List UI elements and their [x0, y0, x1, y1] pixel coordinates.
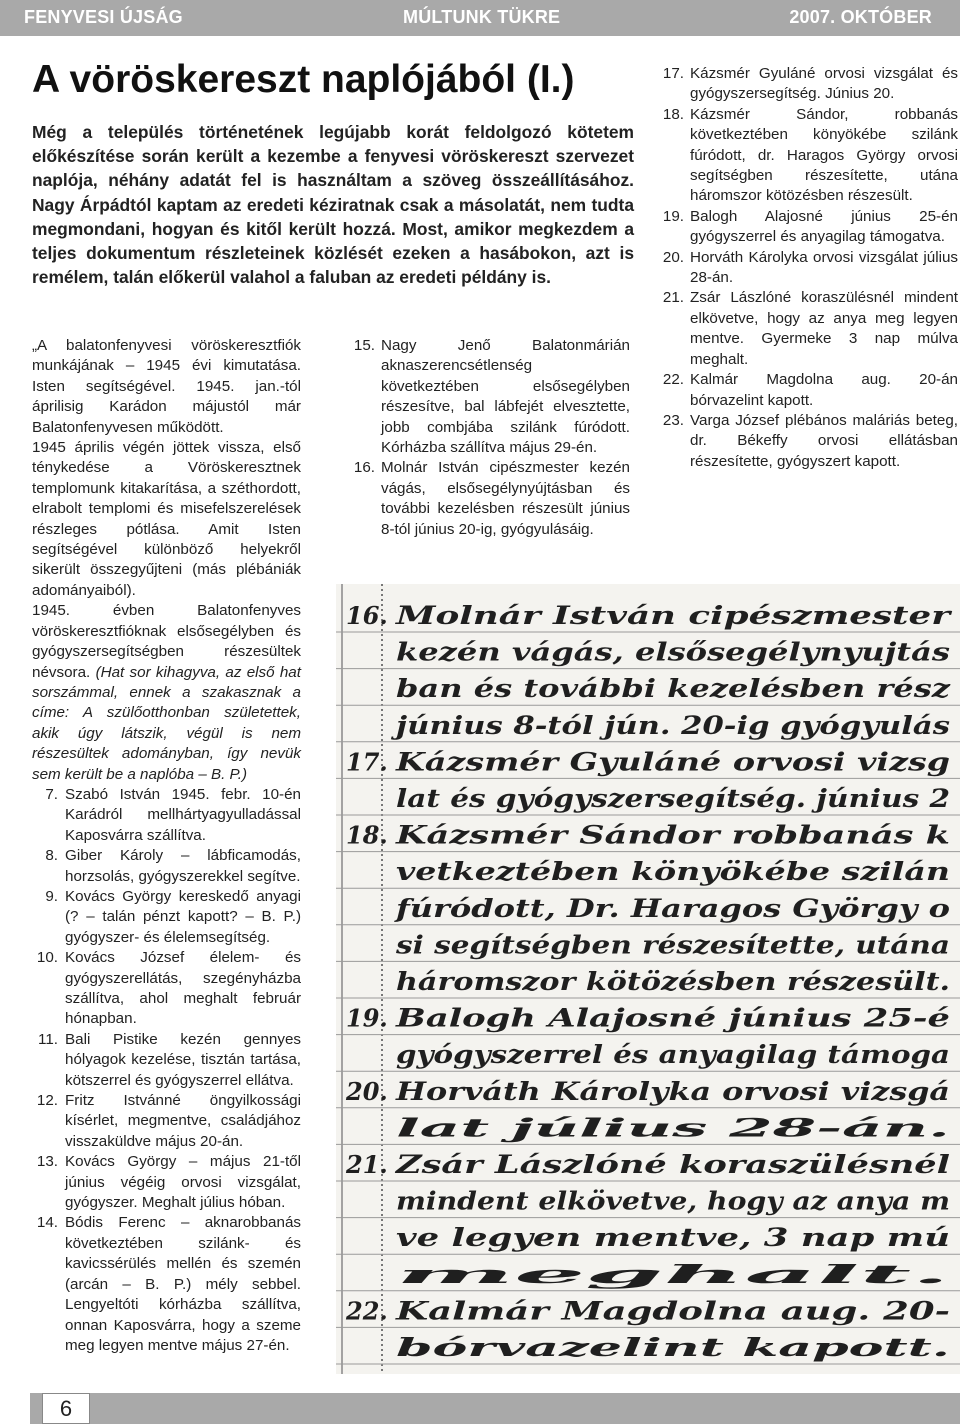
- list-item: [32, 846, 301, 887]
- list-item: [660, 370, 958, 411]
- manuscript-svg: [336, 584, 960, 1374]
- list-item-text: Kázsmér Sándor, robbanás következtében könyökébe szilánk fúródott, dr. Haragos György orvosi segítségben részesítette, utána háromszor kötözésben részesült.: [690, 105, 958, 205]
- list-item-number: 7.: [45, 785, 58, 803]
- manuscript-line-text: si segítségben részesítette, utána: [394, 930, 950, 960]
- list-item-number: 18.: [662, 105, 684, 123]
- list-item: [32, 1091, 301, 1152]
- list-item: [660, 411, 958, 472]
- list-item-number: 15.: [353, 337, 375, 354]
- manuscript-line-number: 20.: [346, 1076, 388, 1106]
- entry-list-col3: [660, 64, 958, 472]
- manuscript-line-text: háromszor kötözésben részesült.: [396, 967, 950, 996]
- manuscript-line-text: lat és gyógyszersegítség. június 2: [396, 784, 950, 813]
- manuscript-line-text: fúródott, Dr. Haragos György o: [393, 893, 951, 923]
- list-item-text: Molnár István cipészmester kezén vágás, elsősegélynyújtásban és további kezelésben részesült június 8-tól június 20-ig, gyógyulásáig.: [381, 459, 630, 538]
- list-item-number: 8.: [45, 847, 58, 865]
- editor-note: (Hat sor kihagyva, az első hat sorszámmal, ennek a szakasznak a címe: A szülőotthonban születettek, akik úgy látszik, végül is nem részesültek adományban, így nevük sem került be a naplóba – B. P.): [32, 663, 301, 783]
- list-item-text: Nagy Jenő Balatonmárián aknaszerencsétlenség következtében elsősegélyben részesítve, bal lábfejét elvesztette, jobb combjába szilánk fúródott. Kórházba szállítva május 29-én.: [381, 337, 630, 457]
- manuscript-line-text: Molnár István cipészmester: [394, 601, 953, 630]
- manuscript-line-text: gyógyszerrel és anyagilag támoga: [396, 1040, 950, 1070]
- manuscript-line-text: június 8-tól jún. 20-ig gyógyulás: [389, 710, 950, 740]
- manuscript-line-text: lat július 28-án.: [396, 1113, 950, 1143]
- list-item-number: 19.: [662, 207, 684, 225]
- history-paragraph: 1945 április végén jöttek vissza, első ténykedése a Vöröskeresztnek templomunk kitakarítása, a széthordott, elrabolt templomi és misefelszerelések részleges pótlása. Amit Isten segítségével különböző helyekről sikerült összegyűjteni (más plébániák adományaiból).: [32, 439, 301, 599]
- intro-text: [32, 336, 301, 785]
- manuscript-line-text: ban és további kezelésben rész: [396, 674, 952, 704]
- manuscript-line-text: Kázsmér Gyuláné orvosi vizsg: [394, 747, 950, 777]
- list-item-text: Varga József plébános maláriás beteg, dr. Békeffy orvosi ellátásban részesítette, gyógyszert kapott.: [690, 411, 958, 470]
- column-2: [345, 336, 630, 540]
- manuscript-line-text: kezén vágás, elsősegélynyujtás: [396, 637, 950, 667]
- list-item-number: 17.: [662, 65, 684, 82]
- list-item-number: 14.: [36, 1214, 58, 1232]
- list-item-text: Bódis Ferenc – aknarobbanás következtében szilánk- és kavicssérülés mellén és szemén (arcán – B. P.) mély sebbel. Lengyeltóti kórházba szállítva, onnan Kaposvárra, hogy a szeme meg legyen mentve május 27-én.: [65, 1214, 301, 1354]
- manuscript-line-text: Kalmár Magdolna aug. 20-: [394, 1296, 950, 1326]
- list-item: [32, 1030, 301, 1091]
- list-item-number: 23.: [662, 411, 684, 429]
- list-item-number: 13.: [36, 1153, 58, 1171]
- list-item-number: 20.: [662, 248, 684, 266]
- manuscript-photo: [336, 584, 960, 1374]
- manuscript-line-text: Zsár Lászlóné koraszülésnél: [394, 1150, 950, 1179]
- manuscript-line-text: vetkeztében könyökébe szilán: [396, 857, 950, 887]
- list-item-number: 9.: [45, 887, 58, 905]
- header-section: MÚLTUNK TÜKRE: [403, 7, 561, 27]
- entry-list-col1: [32, 785, 301, 1356]
- entry-list-col2: [345, 336, 630, 540]
- manuscript-line-number: 17.: [346, 747, 388, 777]
- list-intro-paragraph: 1945. évben Balatonfenyves vöröskeresztfióknak elsősegélyben és gyógyszersegítségben részesültek névsora. (Hat sor kihagyva, az első hat sorszámmal, ennek a szakasznak a címe: A szülőotthonban születettek, akik úgy látszik, végül is nem részesültek adományban, így nevük sem került be a naplóba – B. P.): [32, 602, 301, 783]
- quote-paragraph: „A balatonfenyvesi vöröskeresztfiók munkájának – 1945 évi kimutatása. Isten segítségével. 1945. jan.-tól áprilisig Karádon májustól már Balatonfenyvesen működött.: [32, 337, 301, 436]
- list-item-text: Bali Pistike kezén gennyes hólyagok kezelése, tisztán tartása, kötszerrel és gyógyszerrel ellátva.: [65, 1030, 301, 1089]
- header-date: 2007. OKTÓBER: [789, 7, 932, 27]
- list-item-text: Kalmár Magdolna aug. 20-án bórvazelint kapott.: [690, 371, 958, 409]
- header-publication: FENYVESI ÚJSÁG: [24, 7, 183, 27]
- list-item-text: Giber Károly – lábficamodás, horzsolás, gyógyszerekkel segítve.: [65, 847, 301, 885]
- list-item: [345, 336, 630, 458]
- list-item-number: 16.: [353, 459, 375, 477]
- list-item-number: 21.: [662, 289, 684, 307]
- list-item: [32, 887, 301, 948]
- manuscript-line-text: meghalt.: [396, 1259, 950, 1289]
- list-item: [32, 948, 301, 1030]
- page-number: 6: [42, 1393, 90, 1424]
- manuscript-line-number: 16.: [346, 601, 388, 630]
- list-item-text: Kovács József élelem- és gyógyszerellátás, szegényházba szállítva, ahol meghalt február hónapban.: [65, 949, 301, 1028]
- manuscript-line-number: 22.: [346, 1296, 388, 1326]
- manuscript-line-number: 18.: [346, 820, 388, 850]
- list-item: [32, 1152, 301, 1213]
- list-item: [660, 288, 958, 370]
- list-item-text: Kázsmér Gyuláné orvosi vizsgálat és gyógyszersegítség. Június 20.: [690, 65, 958, 103]
- list-item-text: Zsár Lászlóné koraszülésnél mindent elkövetve, hogy az anya meg legyen mentve. Gyermeke 3 nap múlva meghalt.: [690, 289, 958, 368]
- manuscript-line-number: 21.: [346, 1150, 388, 1179]
- list-item: [32, 785, 301, 846]
- footer-bar: [30, 1393, 960, 1424]
- manuscript-line-text: bórvazelint kapott.: [396, 1333, 950, 1362]
- list-item-text: Fritz Istvánné öngyilkossági kísérlet, megmentve, családjához visszaküldve május 20-án.: [65, 1092, 301, 1150]
- list-item-number: 11.: [38, 1030, 58, 1048]
- column-3: [660, 64, 958, 472]
- list-item-text: Balogh Alajosné június 25-én gyógyszerrel és anyagilag támogatva.: [690, 207, 958, 246]
- list-item-text: Kovács György – május 21-től június végéig orvosi vizsgálat, gyógyszer. Meghalt július hóban.: [65, 1153, 301, 1212]
- list-item: [660, 207, 958, 248]
- manuscript-line-text: Balogh Alajosné június 25-é: [394, 1003, 951, 1033]
- list-item-number: 12.: [36, 1092, 58, 1110]
- article-title: A vöröskereszt naplójából (I.): [32, 58, 575, 101]
- list-item-text: Kovács György kereskedő anyagi (? – talán pénzt kapott? – B. P.) gyógyszer- és élelemsegítség.: [65, 887, 301, 946]
- list-item: [660, 64, 958, 105]
- list-item-number: 22.: [662, 371, 684, 389]
- list-item-number: 10.: [36, 949, 58, 967]
- list-item: [32, 1213, 301, 1356]
- manuscript-line-text: mindent elkövetve, hogy az anya m: [396, 1186, 950, 1216]
- column-1: [32, 336, 301, 1356]
- header-bar: [0, 0, 960, 36]
- list-item: [660, 105, 958, 207]
- manuscript-line-text: Kázsmér Sándor robbanás k: [394, 820, 951, 850]
- manuscript-line-text: Horváth Károlyka orvosi vizsgá: [394, 1076, 950, 1106]
- list-item-text: Horváth Károlyka orvosi vizsgálat július 28-án.: [690, 248, 958, 287]
- lead-paragraph: Még a település történetének legújabb korát feldolgozó kötetem előkészítése során került a kezembe a fenyvesi vöröskereszt szervezet naplója, néhány adatát fel is használtam a szöveg összeállításához. Nagy Árpádtól kaptam az eredeti kéziratnak csak a másolatát, nem tudta megmondani, hogyan és kitől került hozzá. Most, amikor megkezdem a teljes dokumentum részleteinek közlését ezeken a hasábokon, azt is remélem, talán előkerül valahol a faluban az eredeti példány is.: [32, 122, 634, 288]
- list-item-text: Szabó István 1945. febr. 10-én Karádról mellhártyagyulladással Kaposvárra szállítva.: [65, 785, 301, 844]
- list-item: [660, 248, 958, 289]
- list-item: [345, 458, 630, 540]
- manuscript-line-number: 19.: [346, 1003, 388, 1033]
- manuscript-line-text: ve legyen mentve, 3 nap mú: [396, 1223, 950, 1253]
